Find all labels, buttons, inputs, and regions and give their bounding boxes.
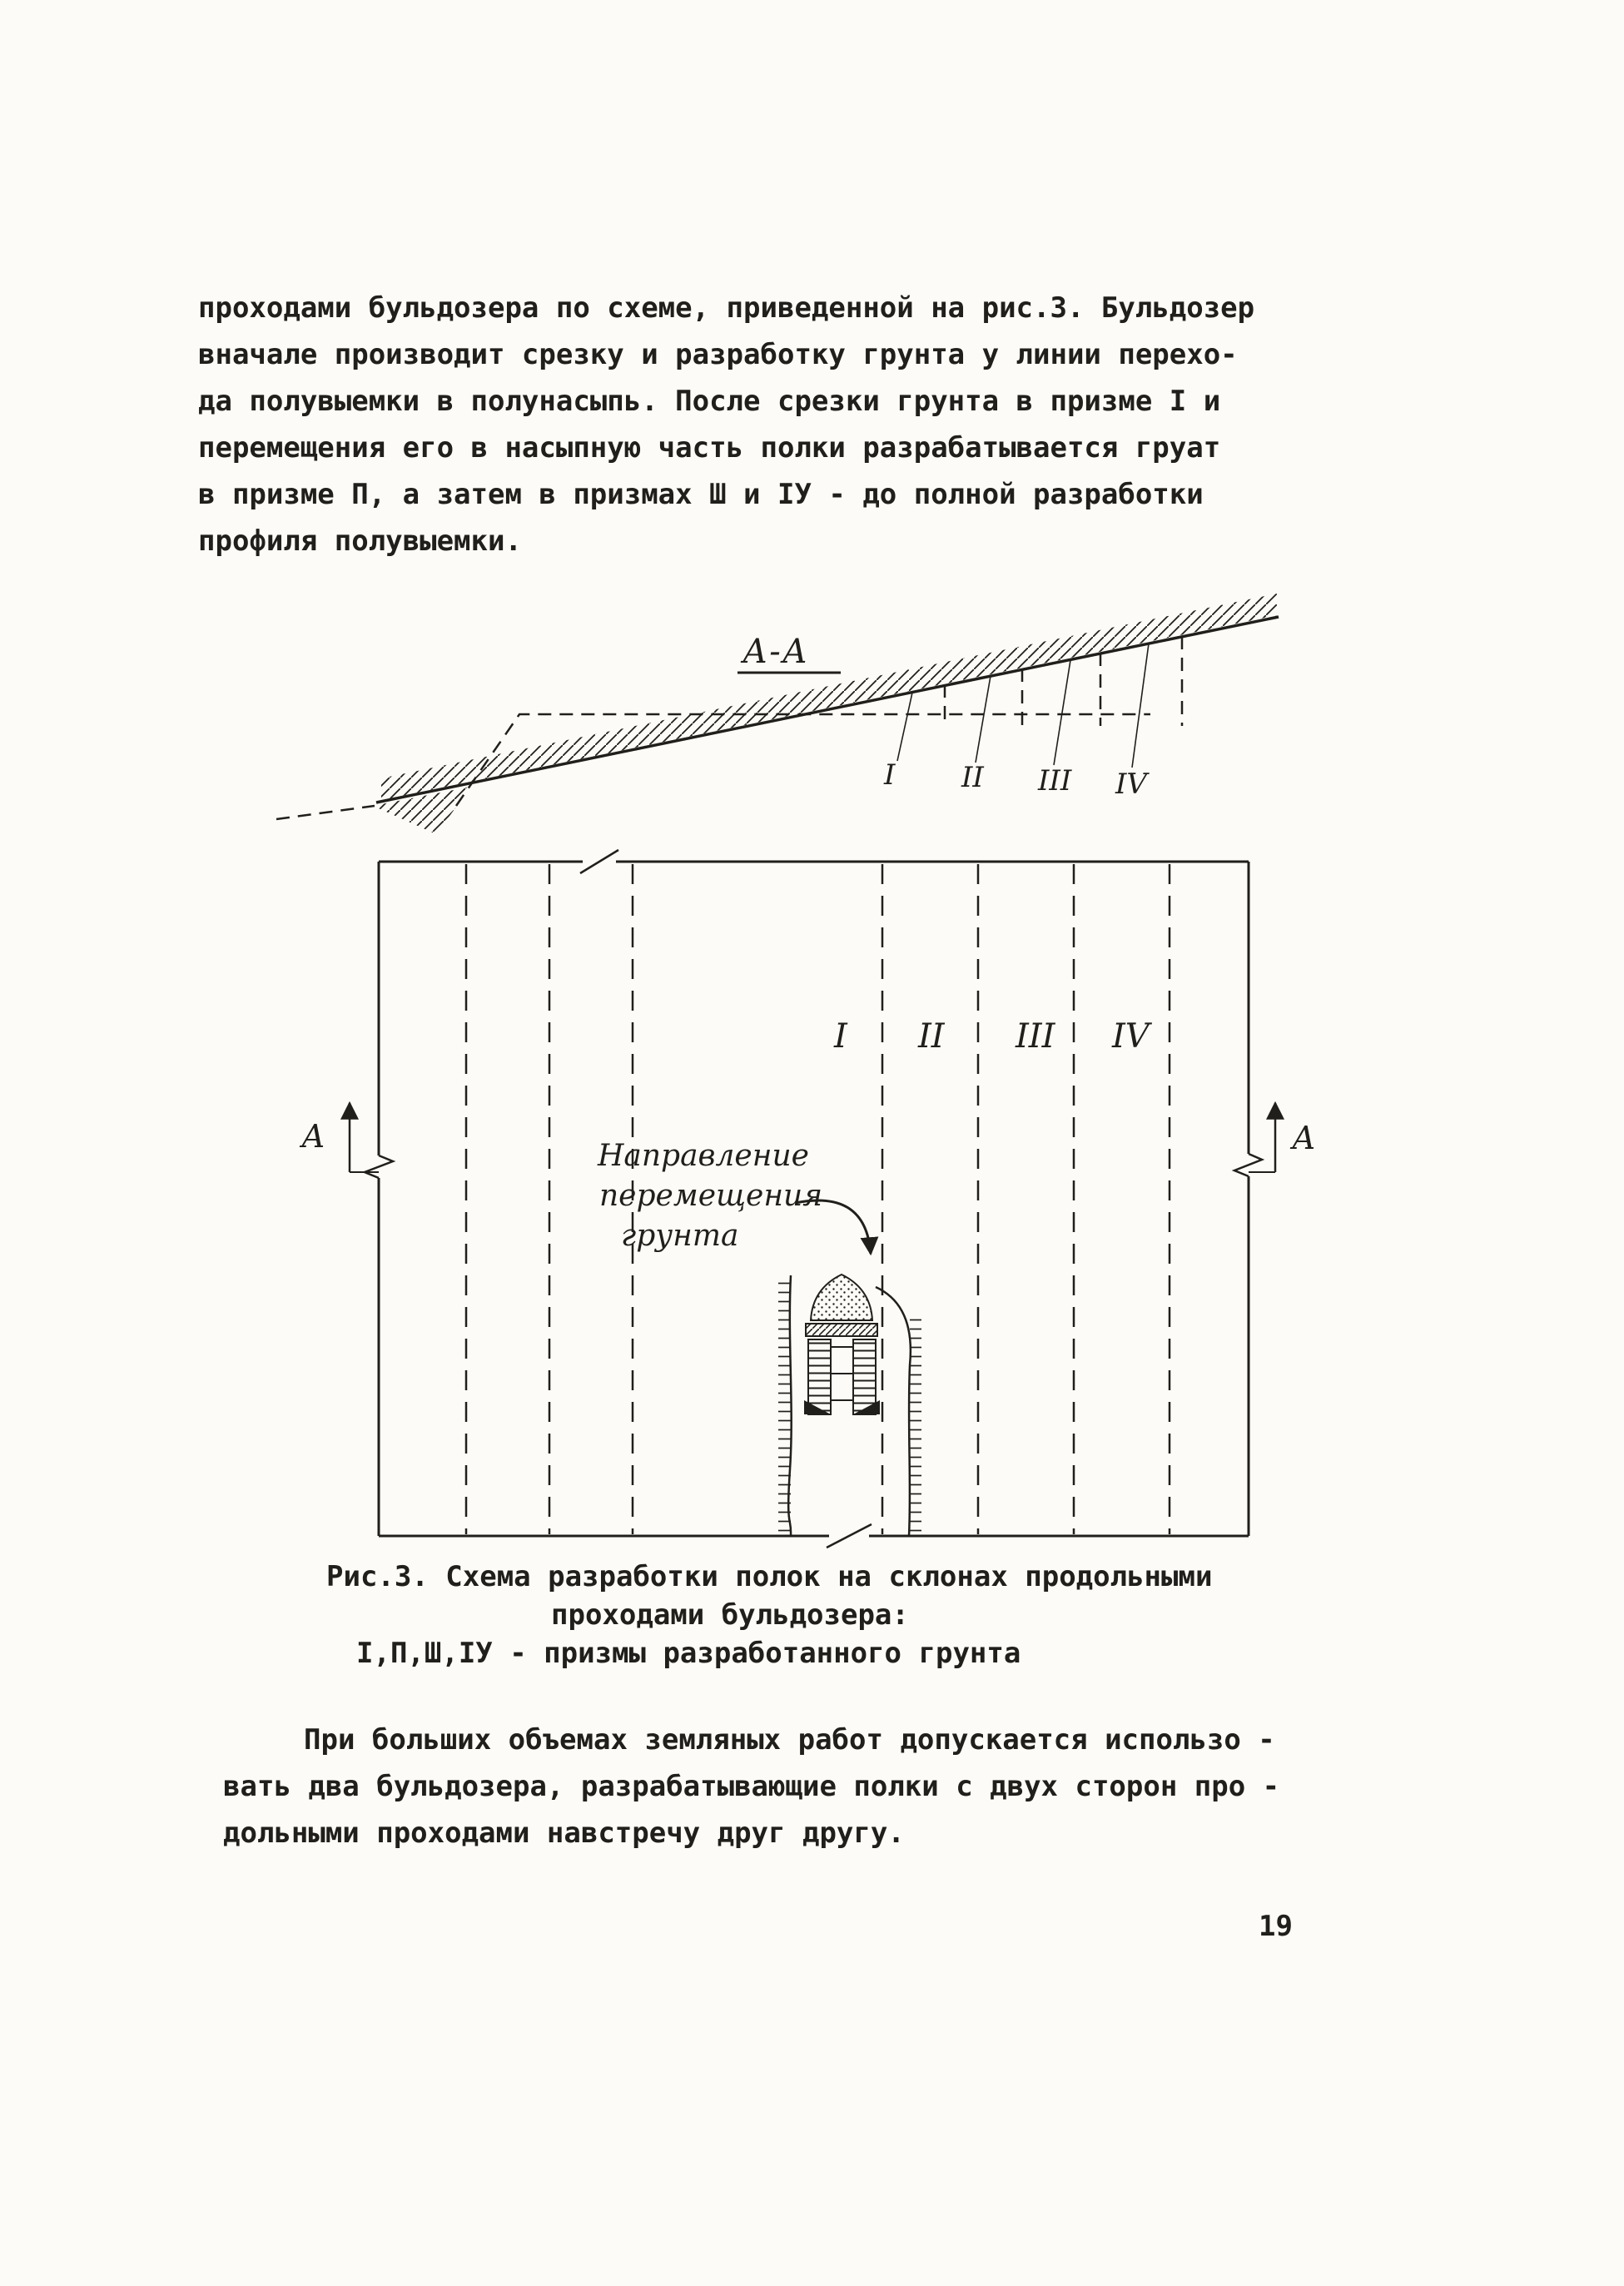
cut-edge-left <box>778 1275 792 1536</box>
paragraph-bottom <box>223 1717 1330 1856</box>
figure-3-diagram <box>0 583 1624 1565</box>
text-line: вначале производит срезку и разработку грунта у линии перехо- <box>198 338 1238 371</box>
plan-numeral-1: I <box>834 1017 847 1056</box>
figure-caption-line2: проходами бульдозера: <box>551 1598 909 1632</box>
page-number: 19 <box>1259 1910 1293 1943</box>
section-marker-left <box>299 1103 379 1172</box>
plan-numeral-2: II <box>918 1017 945 1056</box>
bulldozer-blade <box>806 1324 877 1336</box>
section-marker-right-label: А <box>1292 1120 1316 1156</box>
plan-numeral-4: IV <box>1112 1017 1150 1056</box>
paragraph-top <box>198 285 1305 564</box>
text-line: При больших объемах земляных работ допускается использо - <box>304 1723 1275 1757</box>
figure-caption-line1: Рис.3. Схема разработки полок на склонах продольными <box>326 1560 1213 1593</box>
soil-pile <box>811 1275 872 1320</box>
section-marker-left-label: А <box>301 1118 325 1155</box>
section-numeral-1: I <box>884 758 896 792</box>
text-line: проходами бульдозера по схеме, приведенной на рис.3. Бульдозер <box>198 291 1255 325</box>
text-line: вать два бульдозера, разрабатывающие полки с двух сторон про - <box>223 1770 1280 1803</box>
figure-caption-line3: I,П,Ш,IУ - призмы разработанного грунта <box>356 1637 1021 1670</box>
section-numeral-4: IV <box>1115 768 1147 801</box>
text-line: перемещения его в насыпную часть полки разрабатывается груат <box>198 431 1221 465</box>
direction-label <box>597 1139 822 1253</box>
text-line: профиля полувыемки. <box>198 524 522 558</box>
bulldozer-track-left <box>808 1339 831 1414</box>
section-label: А-А <box>742 633 810 671</box>
section-numeral-3: III <box>1038 764 1072 798</box>
section-numeral-2: II <box>961 761 984 794</box>
direction-label-line2: перемещения <box>599 1179 823 1213</box>
bulldozer-track-right <box>853 1339 876 1414</box>
text-line: да полувыемки в полунасыпь. После срезки грунта в призме I и <box>198 385 1221 418</box>
direction-label-line1: Направление <box>598 1139 809 1173</box>
section-view <box>276 594 1279 834</box>
text-line: в призме П, а затем в призмах Ш и IУ - до полной разработки <box>198 478 1204 511</box>
direction-label-line3: грунта <box>621 1219 739 1253</box>
plan-numeral-3: III <box>1016 1017 1055 1056</box>
plan-view <box>299 850 1316 1548</box>
bulldozer <box>804 1275 880 1414</box>
text-line: дольными проходами навстречу друг другу. <box>223 1816 905 1850</box>
